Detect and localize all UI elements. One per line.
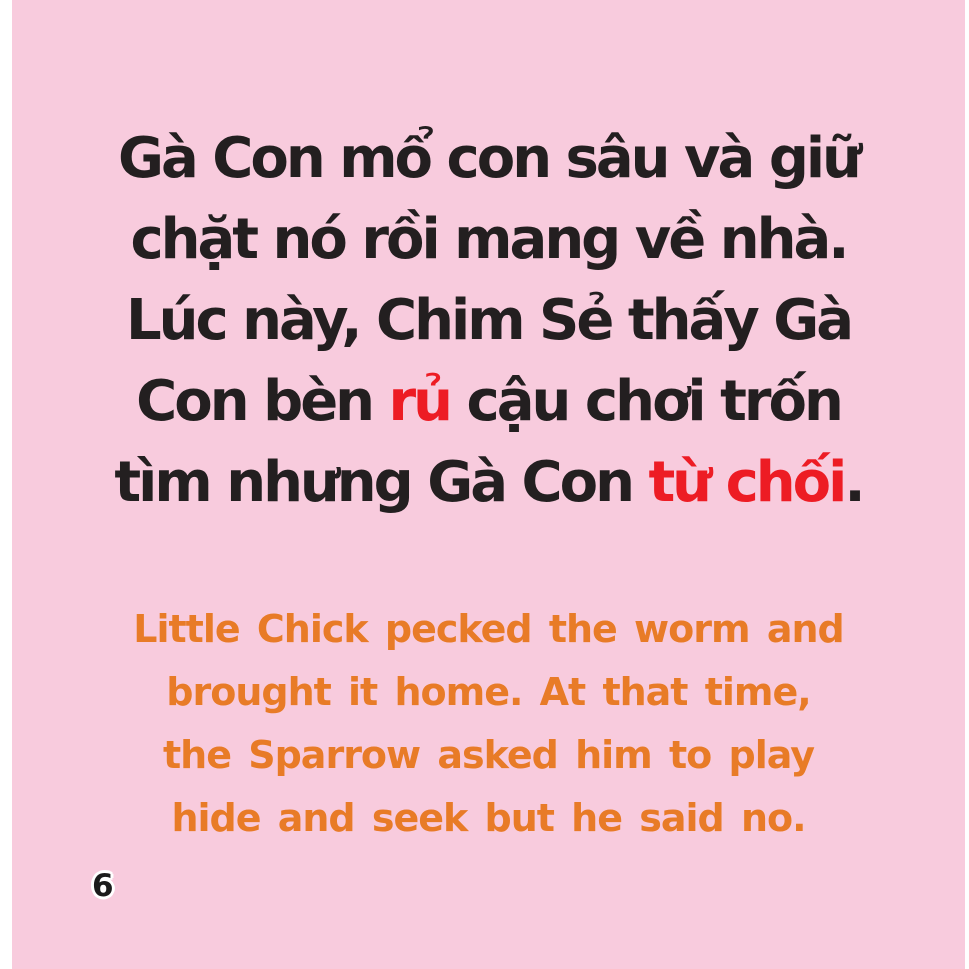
vietnamese-text: tìm nhưng Gà Con [114, 450, 649, 515]
vietnamese-text: . [844, 450, 863, 515]
vietnamese-line-1 [12, 118, 965, 199]
english-line-2: brought it home. At that time, [166, 670, 811, 714]
highlighted-word: rủ [388, 369, 451, 434]
english-line-4: hide and seek but he said no. [171, 796, 806, 840]
highlighted-word: từ chối [648, 450, 845, 515]
vietnamese-line-5 [12, 442, 965, 523]
vietnamese-text: Lúc này, Chim Sẻ thấy Gà [125, 288, 852, 353]
vietnamese-line-3 [12, 280, 965, 361]
vietnamese-text: Gà Con mổ con sâu và giữ [118, 126, 859, 191]
english-line-3: the Sparrow asked him to play [163, 733, 814, 777]
vietnamese-paragraph [12, 118, 965, 523]
vietnamese-line-4 [12, 361, 965, 442]
english-translation-paragraph [12, 598, 965, 850]
english-line-1: Little Chick pecked the worm and [133, 607, 844, 651]
vietnamese-text: chặt nó rồi mang về nhà. [130, 207, 847, 272]
page-number: 6 [92, 868, 114, 904]
vietnamese-text: Con bèn [136, 369, 389, 434]
storybook-page [12, 0, 965, 969]
vietnamese-line-2 [12, 199, 965, 280]
vietnamese-text: cậu chơi trốn [450, 369, 841, 434]
